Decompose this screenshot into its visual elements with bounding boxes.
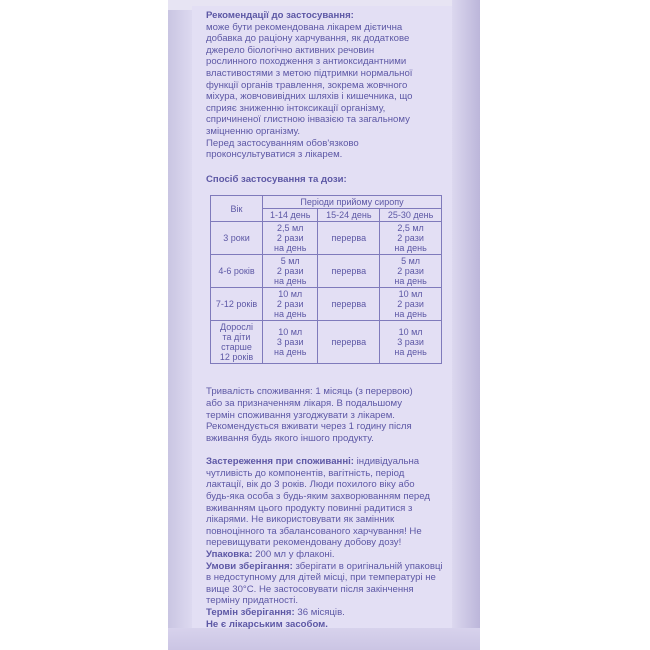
period-2-cell: перерва <box>318 255 380 288</box>
shelf-life-label: Термін зберігання: <box>206 607 295 618</box>
header-periods: Періоди прийому сиропу <box>263 196 442 209</box>
table-row <box>211 321 442 364</box>
period-2-cell: перерва <box>318 288 380 321</box>
spacer <box>206 185 452 195</box>
header-period-1: 1-14 день <box>263 209 318 222</box>
age-cell: 3 роки <box>211 222 263 255</box>
packaging-paragraph <box>206 549 452 561</box>
period-3-cell: 2,5 мл 2 рази на день <box>380 222 442 255</box>
box-bottom-edge <box>168 628 480 650</box>
dosage-title: Спосіб застосування та дози: <box>206 173 347 185</box>
table-row <box>211 288 442 321</box>
box-left-side <box>168 0 192 650</box>
storage-paragraph <box>206 561 452 607</box>
storage-label: Умови зберігання: <box>206 560 293 572</box>
period-3-cell: 5 мл 2 рази на день <box>380 255 442 288</box>
age-cell: 7-12 років <box>211 288 263 321</box>
spacer <box>206 364 452 386</box>
recommendations-title: Рекомендації до застосування: <box>206 10 354 21</box>
shelf-life-paragraph <box>206 607 452 619</box>
period-2-cell: перерва <box>318 222 380 255</box>
dosage-table <box>210 195 442 364</box>
age-cell: Дорослі та діти старше 12 років <box>211 321 263 364</box>
header-age: Вік <box>211 196 263 222</box>
recommendations-text: може бути рекомендована лікарем дієтична добавка до раціону харчування, як додаткове джерело біологічно активних речовин рослинного походження з антиоксидантними властивостями з метою підтримки нормальної функції органів травлення, зокрема жовчного міхура, жовчовивідних шляхів і кишечника, що сприяє зниженню інтоксикації організму, спричиненої глистною інвазією та загальному зміцненню організму. Перед застосуванням обов'язково проконсультуватися з лікарем. <box>206 21 413 161</box>
box-right-side <box>452 0 480 650</box>
warnings-label: Застереження при споживанні: <box>206 456 354 468</box>
warnings-paragraph <box>206 456 452 549</box>
packaging-text: 200 мл у флаконі. <box>252 549 335 561</box>
period-1-cell: 10 мл 3 рази на день <box>263 321 318 364</box>
header-period-3: 25-30 день <box>380 209 442 222</box>
period-2-cell: перерва <box>318 321 380 364</box>
period-3-cell: 10 мл 2 рази на день <box>380 288 442 321</box>
table-header-row <box>211 196 442 209</box>
disclaimer-text: Не є лікарським засобом. <box>206 618 328 630</box>
spacer <box>206 161 452 174</box>
period-1-cell: 10 мл 2 рази на день <box>263 288 318 321</box>
period-1-cell: 2,5 мл 2 рази на день <box>263 222 318 255</box>
period-3-cell: 10 мл 3 рази на день <box>380 321 442 364</box>
period-1-cell: 5 мл 2 рази на день <box>263 255 318 288</box>
label-text-panel <box>206 10 452 630</box>
table-row <box>211 255 442 288</box>
duration-text: Тривалість споживання: 1 місяць (з перервою) або за призначенням лікаря. В подальшому термін споживання узгоджувати з лікарем. Рекомендується вживати через 1 годину після вживання будь якого іншого продукту. <box>206 386 413 444</box>
age-cell: 4-6 років <box>211 255 263 288</box>
header-period-2: 15-24 день <box>318 209 380 222</box>
shelf-life-text: 36 місяців. <box>294 607 345 618</box>
storage-text: зберігати в оригінальній упаковці в недоступному для дітей місці, при температурі не вище 30°С. Не застосовувати після закінчення терміну придатності. <box>206 560 443 607</box>
spacer <box>206 444 452 456</box>
table-row <box>211 222 442 255</box>
warnings-text: індивідуальна чутливість до компонентів, вагітність, період лактації, вік до 3 років. Люди похилого віку або будь-яка особа з будь-яким захворюванням перед вживанням цього продукту повинні радитися з лікарями. Не використовувати як замінник повноцінного та збалансованого харчування! Не перевищувати рекомендовану добову дозу! <box>206 456 430 549</box>
packaging-label: Упаковка: <box>206 549 253 561</box>
